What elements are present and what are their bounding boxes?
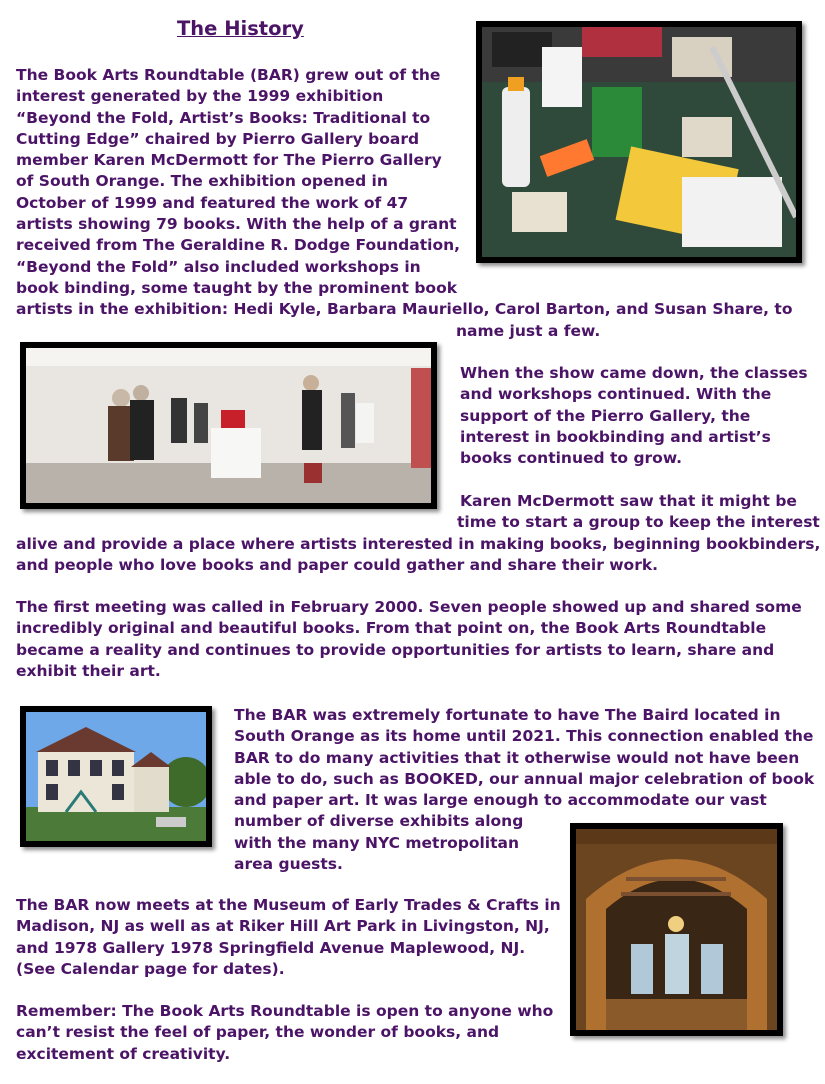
text-line: area guests. <box>234 855 343 874</box>
text-line: time to start a group to keep the interest <box>457 513 820 532</box>
gallery-image <box>26 348 431 503</box>
text-line: The first meeting was called in February 2000. Seven people showed up and shared some <box>16 598 802 616</box>
text-line: October of 1999 and featured the work of 47 <box>16 193 409 212</box>
text-line: name just a few. <box>456 321 601 340</box>
text-line: became a reality and continues to provide opportunities for artists to learn, share and <box>16 640 775 659</box>
text-line: Remember: The Book Arts Roundtable is open to anyone who <box>16 1002 554 1020</box>
text-line: “Beyond the Fold” also included workshops in <box>16 257 421 276</box>
text-line: book binding, some taught by the prominent book <box>16 278 458 297</box>
text-line: artists showing 79 books. With the help of a grant <box>16 215 457 234</box>
text-line: Karen McDermott saw that it might be <box>460 492 797 510</box>
workshop-image <box>482 27 796 257</box>
text-line: incredibly original and beautiful books. From that point on, the Book Arts Roundtable <box>16 619 767 638</box>
text-line: of South Orange. The exhibition opened in <box>16 172 388 191</box>
text-line: able to do, such as BOOKED, our annual major celebration of book <box>234 769 815 788</box>
text-line: The BAR now meets at the Museum of Early Trades & Crafts in <box>16 896 561 914</box>
text-line: The BAR was extremely fortunate to have The Baird located in <box>234 706 781 724</box>
page-title: The History <box>177 17 304 40</box>
text-line: interest generated by the 1999 exhibition <box>16 87 384 106</box>
history-paragraph-4 <box>16 597 802 682</box>
text-line: and people who love books and paper could gather and share their work. <box>16 555 659 574</box>
text-line: and paper art. It was large enough to accommodate our vast <box>234 791 767 810</box>
text-line: and workshops continued. With the <box>460 385 772 404</box>
museum-interior-image <box>576 829 777 1030</box>
text-line: Madison, NJ as well as at Riker Hill Art Park in Livingston, NJ, <box>16 917 550 936</box>
text-line: Cutting Edge” chaired by Pierro Gallery board <box>16 129 420 148</box>
workshop-photo <box>476 21 802 263</box>
baird-building-image <box>26 712 206 841</box>
history-paragraph-6 <box>16 895 561 980</box>
text-line: The Book Arts Roundtable (BAR) grew out of the <box>16 66 441 84</box>
text-line: and 1978 Gallery 1978 Springfield Avenue Maplewood, NJ. <box>16 938 526 957</box>
text-line: number of diverse exhibits along <box>234 812 524 831</box>
history-paragraph-2 <box>460 363 808 469</box>
text-line: When the show came down, the classes <box>460 364 808 382</box>
baird-building-photo <box>20 706 212 847</box>
museum-interior-photo <box>570 823 783 1036</box>
text-line: support of the Pierro Gallery, the <box>460 406 751 425</box>
text-line: interest in bookbinding and artist’s <box>460 427 771 446</box>
text-line: alive and provide a place where artists interested in making books, beginning bookbinders, <box>16 534 821 553</box>
text-line: excitement of creativity. <box>16 1044 231 1063</box>
text-line: BAR to do many activities that it otherwise would not have been <box>234 748 800 767</box>
text-line: South Orange as its home until 2021. This connection enabled the <box>234 727 814 746</box>
text-line: exhibit their art. <box>16 661 161 680</box>
text-line: (See Calendar page for dates). <box>16 959 285 978</box>
history-paragraph-3 <box>16 491 820 576</box>
text-line: can’t resist the feel of paper, the wonder of books, and <box>16 1023 500 1042</box>
gallery-photo <box>20 342 437 509</box>
text-line: artists in the exhibition: Hedi Kyle, Barbara Mauriello, Carol Barton, and Susan Share, to <box>16 300 793 319</box>
text-line: with the many NYC metropolitan <box>234 833 520 852</box>
text-line: “Beyond the Fold, Artist’s Books: Traditional to <box>16 108 431 127</box>
history-paragraph-7 <box>16 1001 553 1065</box>
text-line: books continued to grow. <box>460 449 683 468</box>
text-line: received from The Geraldine R. Dodge Foundation, <box>16 236 461 255</box>
text-line: member Karen McDermott for The Pierro Gallery <box>16 151 442 170</box>
